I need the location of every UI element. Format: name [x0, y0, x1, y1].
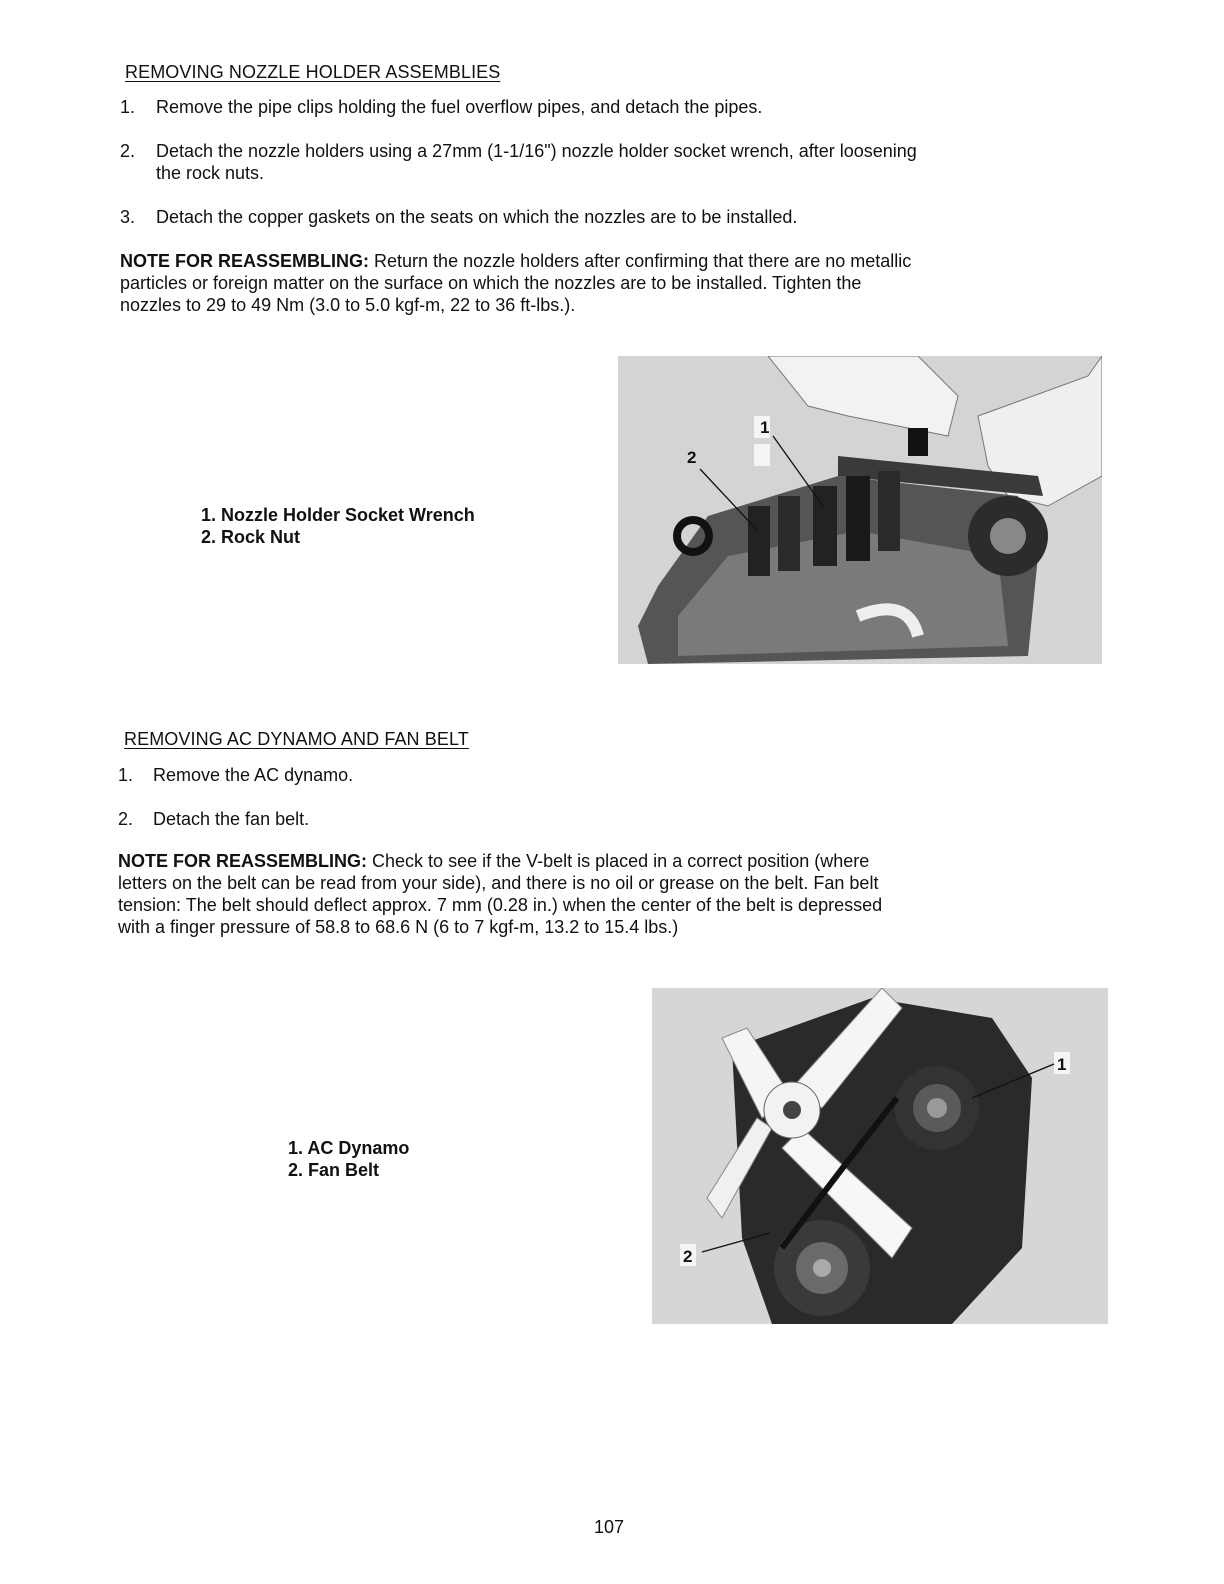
ac-dynamo-photo	[652, 988, 1108, 1324]
figure-caption	[201, 504, 475, 548]
note-text: letters on the belt can be read from your side), and there is no oil or grease on the belt. Fan belt	[118, 873, 879, 893]
list-number: 2.	[118, 809, 134, 829]
reassembly-note	[118, 850, 1058, 938]
list-number: 1.	[118, 765, 134, 785]
section-heading-nozzle: REMOVING NOZZLE HOLDER ASSEMBLIES	[125, 62, 501, 82]
caption-item: 1. Nozzle Holder Socket Wrench	[201, 505, 475, 525]
callout-1: 1	[760, 418, 770, 437]
caption-item: 1. AC Dynamo	[288, 1138, 410, 1158]
note-label: NOTE FOR REASSEMBLING:	[118, 851, 368, 871]
engine-head-illustration	[618, 356, 1102, 664]
note-text: nozzles to 29 to 49 Nm (3.0 to 5.0 kgf-m, 22 to 36 ft-lbs.).	[120, 295, 576, 315]
list-text: Detach the fan belt.	[153, 809, 310, 829]
list-item	[120, 96, 1040, 118]
callout-2: 2	[683, 1247, 693, 1266]
page-number: 107	[594, 1517, 625, 1537]
caption-item: 2. Fan Belt	[288, 1160, 380, 1180]
list-item	[120, 206, 1040, 228]
note-text: Check to see if the V-belt is placed in a correct position (where	[372, 851, 870, 871]
note-text: particles or foreign matter on the surface on which the nozzles are to be installed. Tighten the	[120, 273, 862, 293]
list-text-continued: the rock nuts.	[156, 163, 265, 183]
list-item	[118, 764, 1038, 786]
callout-box	[754, 444, 770, 466]
note-text: with a finger pressure of 58.8 to 68.6 N (6 to 7 kgf-m, 13.2 to 15.4 lbs.)	[118, 917, 679, 937]
list-number: 2.	[120, 141, 136, 161]
fan-dynamo-illustration	[652, 988, 1108, 1324]
list-number: 1.	[120, 97, 136, 117]
list-item	[118, 808, 1038, 830]
list-item	[120, 140, 1040, 184]
list-text: Detach the nozzle holders using a 27mm (1-1/16") nozzle holder socket wrench, after loosening	[156, 141, 917, 161]
caption-item: 2. Rock Nut	[201, 527, 301, 547]
reassembly-note	[120, 250, 1060, 316]
list-text: Remove the AC dynamo.	[153, 765, 354, 785]
figure-caption	[288, 1137, 409, 1181]
list-number: 3.	[120, 207, 136, 227]
list-text: Detach the copper gaskets on the seats on which the nozzles are to be installed.	[156, 207, 798, 227]
callout-1: 1	[1057, 1055, 1067, 1074]
callout-2: 2	[687, 448, 697, 467]
section-heading-dynamo: REMOVING AC DYNAMO AND FAN BELT	[124, 729, 469, 749]
list-text: Remove the pipe clips holding the fuel overflow pipes, and detach the pipes.	[156, 97, 763, 117]
nozzle-holder-photo	[618, 356, 1102, 664]
note-label: NOTE FOR REASSEMBLING:	[120, 251, 370, 271]
note-text: Return the nozzle holders after confirming that there are no metallic	[374, 251, 912, 271]
note-text: tension: The belt should deflect approx. 7 mm (0.28 in.) when the center of the belt is depressed	[118, 895, 883, 915]
